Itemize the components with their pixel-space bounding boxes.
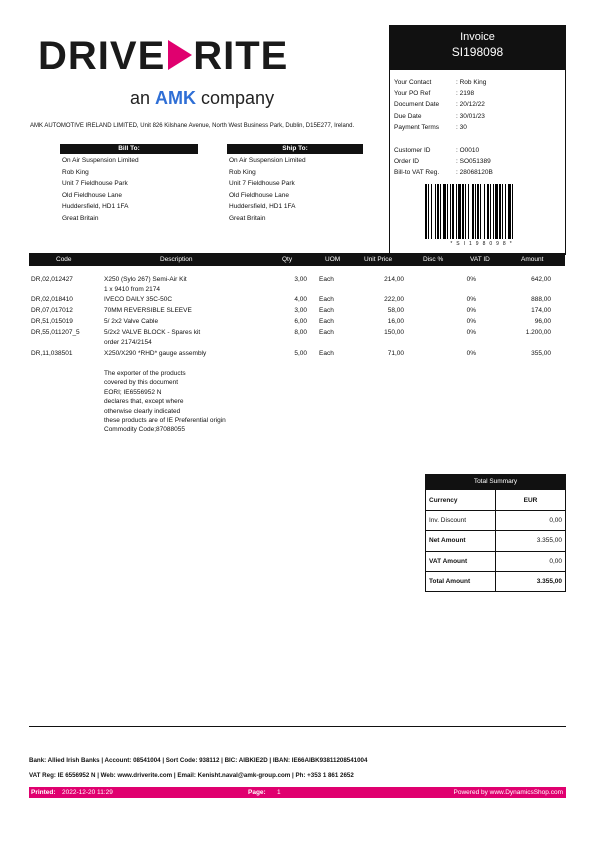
cell-vat-id: 0% — [466, 318, 476, 325]
invoice-id-field: Customer ID : O0010 — [394, 147, 480, 154]
cell-vat-id: 0% — [466, 296, 476, 303]
cell-code: DR,51,015019 — [31, 318, 73, 325]
barcode-bar — [431, 184, 432, 239]
logo-wordmark-right: RITE — [193, 34, 289, 78]
cell-qty: 5,00 — [294, 350, 307, 357]
bill-to-line: On Air Suspension Limited — [62, 157, 139, 164]
barcode-graphic — [425, 184, 541, 239]
invoice-field: Your PO Ref : 2198 — [394, 90, 475, 97]
bill-to-title: Bill To: — [60, 144, 198, 154]
cell-unit-price: 214,00 — [384, 276, 404, 283]
cell-vat-id: 0% — [466, 329, 476, 336]
invoice-number: SI198098 — [451, 45, 504, 59]
col-header-code: Code — [56, 256, 72, 263]
barcode-bar — [456, 184, 457, 239]
cell-vat-id: 0% — [466, 307, 476, 314]
bill-to-line: Old Fieldhouse Lane — [62, 191, 122, 199]
col-header-disc: Disc % — [423, 256, 444, 263]
ship-to-line: Old Fieldhouse Lane — [229, 191, 289, 199]
cell-code: DR,11,038501 — [31, 350, 73, 357]
invoice-id-field: Bill-to VAT Reg. : 28068120B — [394, 169, 493, 176]
contact-details: VAT Reg: IE 6556952 N | Web: www.driverite.com | Email: Kenisht.naval@amk-group.com | Ph: +353 1 861 2652 — [29, 772, 354, 779]
cell-qty: 3,00 — [294, 307, 307, 314]
summary-row — [426, 571, 565, 591]
barcode-bar — [480, 184, 481, 239]
barcode-bar — [435, 184, 436, 239]
cell-unit-price: 71,00 — [387, 350, 404, 357]
barcode-bar — [505, 184, 506, 239]
barcode-bar — [490, 184, 491, 239]
cell-vat-id: 0% — [466, 276, 476, 283]
barcode-bar — [447, 184, 448, 239]
bill-to-line: Great Britain — [62, 214, 99, 222]
summary-title: Total Summary — [425, 474, 566, 489]
barcode-bar — [472, 184, 474, 239]
invoice-field: Your Contact : Rob King — [394, 79, 487, 86]
cell-uom: Each — [319, 307, 334, 314]
barcode-bar — [495, 184, 498, 239]
barcode-bar — [499, 184, 501, 239]
invoice-id-field: Order ID : SO051389 — [394, 158, 491, 165]
cell-uom: Each — [319, 318, 334, 325]
col-header-vat-id: VAT ID — [470, 256, 490, 263]
summary-row — [426, 510, 565, 530]
barcode-bar — [450, 184, 451, 239]
summary-value: 0,00 — [549, 517, 562, 525]
cell-unit-price: 150,00 — [384, 329, 404, 336]
note-line: otherwise clearly indicated — [104, 407, 181, 415]
cell-uom: Each — [319, 350, 334, 357]
ship-to-line: Unit 7 Fieldhouse Park — [229, 180, 295, 188]
ship-to-section — [227, 144, 363, 225]
cell-code: DR,02,018410 — [31, 296, 73, 303]
barcode-bar — [428, 184, 429, 239]
tagline-brand: AMK — [155, 88, 197, 108]
summary-row — [426, 490, 565, 510]
bank-details: Bank: Allied Irish Banks | Account: 08541004 | Sort Code: 938112 | BIC: AIBKIE2D | IBAN: IE66AIBK93811208541004 — [29, 757, 368, 764]
tagline-prefix: an — [130, 88, 156, 108]
barcode-text: *SI198098* — [450, 241, 516, 247]
ship-to-line: Rob King — [229, 168, 256, 176]
col-header-qty: Qty — [282, 256, 293, 263]
cell-code: DR,55,011207_5 — [31, 329, 80, 336]
barcode-bar — [452, 184, 454, 239]
barcode-bar — [487, 184, 489, 239]
printed-label: Printed: — [31, 789, 56, 796]
summary-value: EUR — [523, 496, 538, 504]
invoice-label: Invoice — [460, 31, 495, 43]
barcode-bar — [512, 184, 513, 239]
cell-amount: 355,00 — [531, 350, 551, 357]
cell-description: 5/ 2x2 Valve Cable — [104, 318, 159, 325]
cell-qty: 6,00 — [294, 318, 307, 325]
logo-arrow-icon — [168, 40, 192, 70]
ship-to-line: On Air Suspension Limited — [229, 157, 306, 164]
barcode-bar — [465, 184, 466, 239]
cell-description: 5/2x2 VALVE BLOCK - Spares kit — [104, 329, 201, 336]
cell-uom: Each — [319, 296, 334, 303]
cell-amount: 1.200,00 — [525, 329, 551, 336]
summary-label: VAT Amount — [426, 552, 496, 571]
cell-uom: Each — [319, 276, 334, 283]
page-value: 1 — [277, 789, 281, 796]
col-header-uom: UOM — [325, 256, 341, 263]
note-line: these products are of IE Preferential origin — [104, 417, 226, 425]
ship-to-line: Huddersfield, HD1 1FA — [229, 203, 296, 211]
barcode-bar — [443, 184, 446, 239]
cell-uom: Each — [319, 329, 334, 336]
note-line: covered by this document — [104, 379, 179, 387]
summary-table — [425, 489, 566, 592]
footer-divider — [29, 726, 566, 727]
barcode-bar — [475, 184, 476, 239]
col-header-unit-price: Unit Price — [364, 256, 393, 263]
cell-vat-id: 0% — [466, 350, 476, 357]
tagline-suffix: company — [196, 88, 275, 108]
summary-value: 3.355,00 — [536, 577, 562, 585]
col-header-amount: Amount — [521, 256, 544, 263]
barcode-bar — [425, 184, 427, 239]
invoice-field: Payment Terms : 30 — [394, 124, 467, 131]
invoice-field: Due Date : 30/01/23 — [394, 113, 485, 120]
cell-code: DR,02,012427 — [31, 276, 73, 283]
invoice-field: Document Date : 20/12/22 — [394, 101, 485, 108]
cell-code: DR,07,017012 — [31, 307, 73, 314]
cell-amount: 174,00 — [531, 307, 551, 314]
cell-amount: 888,00 — [531, 296, 551, 303]
cell-description-extra: 1 x 9410 from 2174 — [104, 286, 161, 293]
note-line: EORI; IE6556952 N — [104, 388, 162, 396]
summary-label: Inv. Discount — [426, 511, 496, 530]
barcode-bar — [437, 184, 439, 239]
barcode-bar — [458, 184, 461, 239]
page-label: Page: — [248, 789, 266, 796]
logo-tagline — [130, 88, 274, 109]
cell-description: X250/X290 *RHD* gauge assembly — [104, 350, 207, 357]
summary-value: 0,00 — [549, 557, 562, 565]
cell-description-extra: order 2174/2154 — [104, 339, 152, 346]
cell-unit-price: 16,00 — [387, 318, 404, 325]
bill-to-line: Unit 7 Fieldhouse Park — [62, 180, 128, 188]
company-address: AMK AUTOMOTIVE IRELAND LIMITED, Unit 826 Kilshane Avenue, North West Business Park, Dublin, D15E277, Ireland. — [30, 123, 355, 129]
barcode-bar — [468, 184, 469, 239]
cell-qty: 3,00 — [294, 276, 307, 283]
barcode-bar — [493, 184, 494, 239]
company-logo — [38, 36, 288, 76]
bill-to-section — [60, 144, 198, 225]
bill-to-line: Rob King — [62, 168, 89, 176]
cell-description: IVECO DAILY 35C-50C — [104, 296, 173, 303]
items-table-header — [29, 253, 565, 266]
note-line: Commodity Code;87088055 — [104, 426, 185, 434]
summary-row — [426, 530, 565, 550]
print-bar — [29, 787, 566, 798]
cell-unit-price: 222,00 — [384, 296, 404, 303]
note-line: The exporter of the products — [104, 370, 186, 377]
ship-to-line: Great Britain — [229, 214, 266, 222]
cell-description: X250 (Sylo 267) Semi-Air Kit — [104, 276, 187, 283]
cell-description: 70MM REVERSIBLE SLEEVE — [104, 307, 192, 314]
barcode-bar — [484, 184, 485, 239]
summary-label: Currency — [426, 490, 496, 510]
summary-value: 3.355,00 — [536, 537, 562, 545]
origin-declaration — [104, 369, 304, 435]
barcode-bar — [477, 184, 479, 239]
cell-unit-price: 58,00 — [387, 307, 404, 314]
bill-to-line: Huddersfield, HD1 1FA — [62, 203, 129, 211]
summary-label: Net Amount — [426, 531, 496, 550]
cell-amount: 642,00 — [531, 276, 551, 283]
col-header-description: Description — [160, 256, 193, 263]
barcode-bar — [440, 184, 441, 239]
logo-wordmark-left: DRIVE — [38, 34, 166, 78]
barcode-bar — [502, 184, 503, 239]
powered-by-link[interactable]: Powered by www.DynamicsShop.com — [453, 789, 563, 796]
printed-value: 2022-12-20 11:29 — [62, 789, 113, 796]
note-line: declares that, except where — [104, 398, 184, 406]
barcode-bar — [508, 184, 511, 239]
cell-qty: 4,00 — [294, 296, 307, 303]
summary-row — [426, 551, 565, 571]
cell-qty: 8,00 — [294, 329, 307, 336]
invoice-header — [389, 25, 566, 70]
summary-label: Total Amount — [426, 572, 496, 591]
barcode-bar — [462, 184, 464, 239]
ship-to-title: Ship To: — [227, 144, 363, 154]
cell-amount: 96,00 — [534, 318, 551, 325]
